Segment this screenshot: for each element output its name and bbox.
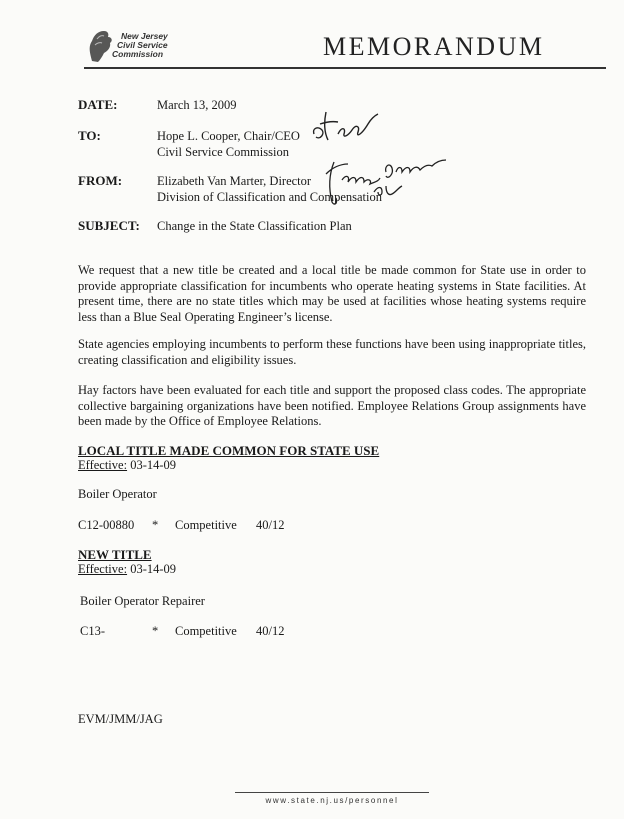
author-initials: EVM/JMM/JAG — [78, 712, 163, 726]
to-recipient — [157, 128, 300, 160]
section1-type: Competitive — [175, 518, 237, 532]
effective-date: 03-14-09 — [130, 458, 177, 472]
date-label: DATE: — [78, 97, 118, 112]
section2-effective — [78, 562, 176, 577]
memo-title: MEMORANDUM — [323, 32, 545, 61]
section1-code: C12-00880 — [78, 518, 135, 532]
section-heading-local-title: LOCAL TITLE MADE COMMON FOR STATE USE — [78, 443, 380, 458]
subject-value: Change in the State Classification Plan — [157, 219, 352, 233]
body-paragraph-1: We request that a new title be created and a local title be made common for State use in order to provide appropriate classification for incumbents who operate heating systems in State facilities. At present time, there are no state titles which may be used at facilities whose heating systems require less than a Blue Seal Operating Engineer’s license. — [78, 263, 586, 324]
to-label: TO: — [78, 128, 101, 143]
from-label: FROM: — [78, 173, 123, 188]
logo-line-3: Commission — [112, 49, 164, 59]
section1-asterisk: * — [152, 518, 159, 532]
footer-url: www.state.nj.us/personnel — [265, 796, 399, 805]
section1-title: Boiler Operator — [78, 487, 157, 501]
effective-date: 03-14-09 — [130, 562, 177, 576]
section2-asterisk: * — [152, 624, 159, 638]
handwritten-signature — [312, 152, 450, 208]
logo-line-1: New Jersey — [121, 31, 168, 41]
section1-range: 40/12 — [256, 518, 285, 532]
effective-label: Effective: — [78, 562, 128, 576]
section2-range: 40/12 — [256, 624, 285, 638]
section1-effective — [78, 458, 176, 473]
section2-code: C13- — [80, 624, 105, 638]
from-division: Division of Classification and Compensation — [157, 190, 382, 204]
from-name: Elizabeth Van Marter, Director — [157, 174, 312, 188]
section-heading-new-title: NEW TITLE — [78, 547, 152, 562]
body-paragraph-2: State agencies employing incumbents to perform these functions have been using inappropriate titles, creating classification and eligibility issues. — [78, 337, 586, 367]
to-organization: Civil Service Commission — [157, 145, 289, 159]
subject-label: SUBJECT: — [78, 218, 140, 233]
to-name: Hope L. Cooper, Chair/CEO — [157, 129, 300, 143]
body-paragraph-3: Hay factors have been evaluated for each title and support the proposed class codes. The appropriate collective bargaining organizations have been notified. Employee Relations Group assignments have been made by the Office of Employee Relations. — [78, 383, 586, 428]
date-value: March 13, 2009 — [157, 98, 237, 112]
effective-label: Effective: — [78, 458, 128, 472]
commission-logo — [84, 25, 204, 67]
footer-rule — [235, 792, 429, 793]
section2-type: Competitive — [175, 624, 237, 638]
logo-line-2: Civil Service — [117, 40, 168, 50]
section2-title: Boiler Operator Repairer — [80, 594, 205, 608]
logo-wordmark — [112, 32, 168, 59]
handwritten-initials-signature — [310, 104, 380, 146]
header-rule — [84, 67, 606, 69]
